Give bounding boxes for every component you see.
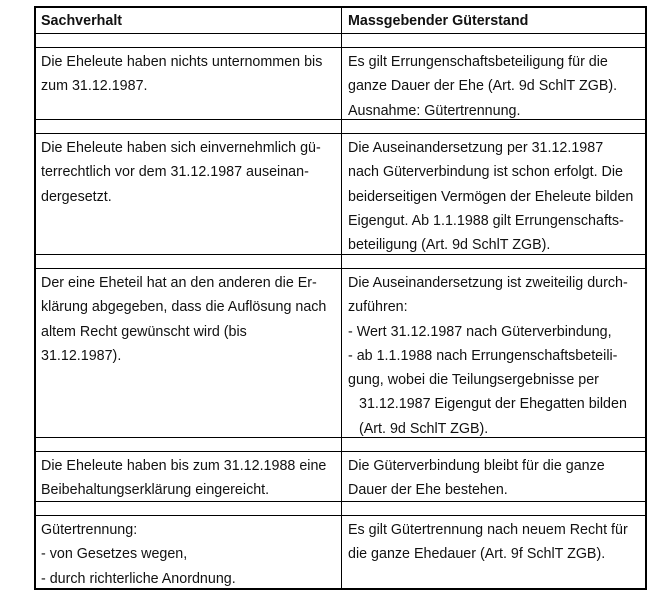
table-row [36, 515, 645, 588]
spacer-row [36, 437, 645, 451]
header-gueterstand: Massgebender Güterstand [348, 13, 529, 29]
cell-line: Die Güterverbindung bleibt für die ganze [348, 458, 605, 474]
cell-line: klärung abgegeben, dass die Auflösung nach [41, 299, 327, 316]
spacer-row [36, 119, 645, 133]
cell-line: Eigengut. Ab 1.1.1988 gilt Errungenschafts- [348, 212, 624, 229]
cell-line: - von Gesetzes wegen, [41, 546, 188, 563]
cell-line: zum 31.12.1987. [41, 78, 148, 95]
cell-line: Die Eheleute haben bis zum 31.12.1988 eine [41, 458, 327, 474]
header-row [36, 8, 645, 33]
cell-line: Gütertrennung: [41, 522, 138, 538]
cell-line: Die Auseinandersetzung ist zweiteilig durch- [348, 275, 628, 291]
cell-line: Ausnahme: Gütertrennung. [348, 102, 521, 119]
header-sachverhalt: Sachverhalt [36, 8, 342, 33]
cell-line: beiderseitigen Vermögen der Eheleute bilden [348, 188, 634, 205]
cell-line: - durch richterliche Anordnung. [41, 570, 236, 587]
cell-line: 31.12.1987). [41, 347, 122, 364]
cell-line: beteiligung (Art. 9d SchlT ZGB). [348, 237, 551, 254]
cell-line: (Art. 9d SchlT ZGB). [359, 420, 489, 437]
sachverhalt-cell [36, 516, 342, 588]
gueterstand-cell [342, 134, 645, 254]
cell-line: 31.12.1987 Eigengut der Ehegatten bilden [359, 396, 627, 413]
table-row [36, 133, 645, 254]
spacer-row [36, 501, 645, 515]
spacer-row [36, 33, 645, 47]
gueterstand-cell [342, 516, 645, 588]
cell-line: Der eine Eheteil hat an den anderen die Er- [41, 275, 317, 291]
gueterstand-cell [342, 269, 645, 437]
gueterstand-cell [342, 452, 645, 501]
table-row [36, 451, 645, 501]
gueterstand-table [34, 6, 647, 590]
sachverhalt-cell [36, 452, 342, 501]
cell-line: ganze Dauer der Ehe (Art. 9d SchlT ZGB). [348, 78, 618, 95]
cell-line: dergesetzt. [41, 188, 112, 205]
cell-line: Die Eheleute haben sich einvernehmlich gü- [41, 140, 321, 156]
cell-line: die ganze Ehedauer (Art. 9f SchlT ZGB). [348, 546, 606, 563]
cell-line: nach Güterverbindung ist schon erfolgt. Die [348, 164, 623, 181]
cell-line: terrechtlich vor dem 31.12.1987 auseinan- [41, 164, 309, 181]
sachverhalt-cell [36, 269, 342, 437]
cell-line: Dauer der Ehe bestehen. [348, 482, 508, 499]
gueterstand-cell [342, 48, 645, 119]
cell-line: Die Auseinandersetzung per 31.12.1987 [348, 140, 604, 156]
cell-line: gung, wobei die Teilungsergebnisse per [348, 372, 599, 389]
cell-line: - Wert 31.12.1987 nach Güterverbindung, [348, 323, 612, 340]
cell-line: altem Recht gewünscht wird (bis [41, 323, 247, 340]
cell-line: Es gilt Errungenschaftsbeteiligung für die [348, 54, 608, 70]
table-row [36, 268, 645, 437]
cell-line: Die Eheleute haben nichts unternommen bis [41, 54, 323, 70]
cell-line: zuführen: [348, 299, 408, 316]
sachverhalt-cell [36, 48, 342, 119]
cell-line: Beibehaltungserklärung eingereicht. [41, 482, 270, 499]
sachverhalt-cell [36, 134, 342, 254]
spacer-row [36, 254, 645, 268]
cell-line: Es gilt Gütertrennung nach neuem Recht für [348, 522, 628, 538]
table-row [36, 47, 645, 119]
cell-line: - ab 1.1.1988 nach Errungenschaftsbeteili- [348, 347, 618, 364]
